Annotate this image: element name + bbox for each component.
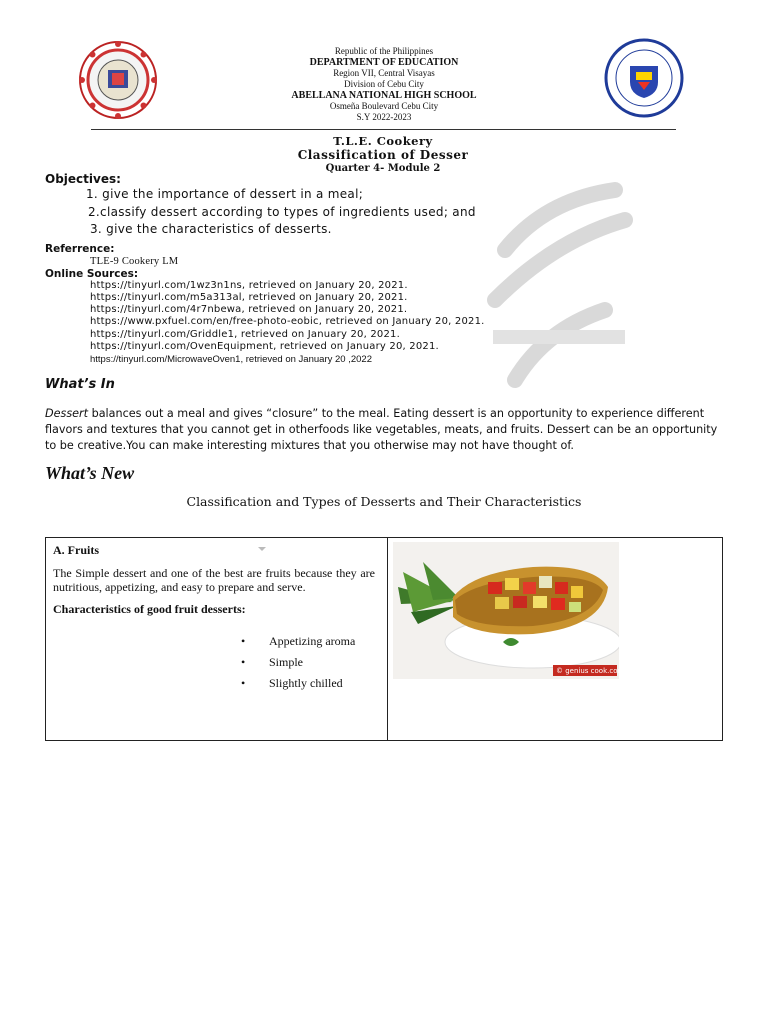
header-divider bbox=[91, 129, 676, 130]
section-subtitle: Classification and Types of Desserts and Their Characteristics bbox=[186, 494, 582, 509]
online-source-link[interactable]: https://tinyurl.com/1wz3n1ns, retrieved on January 20, 2021. bbox=[90, 280, 408, 291]
dessert-emphasis: Dessert bbox=[45, 407, 89, 420]
list-item: • Slightly chilled bbox=[241, 675, 359, 691]
characteristics-list bbox=[241, 633, 359, 696]
topic-title: Classification of Desser bbox=[297, 148, 469, 162]
fruits-cell bbox=[53, 543, 375, 617]
online-source-link[interactable]: https://tinyurl.com/Griddle1, retrieved on January 20, 2021. bbox=[90, 329, 400, 340]
online-source-link[interactable]: https://tinyurl.com/m5a313al, retrieved on January 20, 2021. bbox=[90, 292, 408, 303]
pineapple-fruit-salad-image bbox=[393, 542, 619, 679]
deped-seal-logo bbox=[604, 38, 684, 118]
whats-in-paragraph bbox=[45, 406, 725, 454]
online-source-link[interactable]: https://tinyurl.com/OvenEquipment, retrieved on January 20, 2021. bbox=[90, 341, 439, 352]
photo-credit: © genius cook.com bbox=[556, 667, 619, 675]
list-item: • Appetizing aroma bbox=[241, 633, 359, 649]
school-seal-logo bbox=[78, 40, 158, 120]
division-line: Division of Cebu City bbox=[344, 79, 424, 89]
subject-title: T.L.E. Cookery bbox=[333, 134, 433, 148]
letterhead bbox=[200, 46, 568, 123]
fruits-heading: A. Fruits bbox=[53, 543, 99, 557]
whats-in-heading: What’s In bbox=[45, 377, 115, 392]
fruits-description: The Simple dessert and one of the best are fruits because they are nutritious, appetizing, and easy to prepare and serve. bbox=[53, 566, 375, 594]
objective-item: 3. give the characteristics of desserts. bbox=[90, 222, 332, 236]
list-item: • Simple bbox=[241, 654, 359, 670]
address-line: Osmeña Boulevard Cebu City bbox=[329, 101, 439, 111]
online-sources-label: Online Sources: bbox=[45, 268, 139, 280]
department-line: DEPARTMENT OF EDUCATION bbox=[309, 57, 459, 68]
objective-item: 2.classify dessert according to types of ingredients used; and bbox=[88, 205, 476, 219]
online-source-link[interactable]: https://tinyurl.com/4r7nbewa, retrieved on January 20, 2021. bbox=[90, 304, 408, 315]
school-year-line: S.Y 2022-2023 bbox=[356, 112, 412, 122]
characteristics-heading: Characteristics of good fruit desserts: bbox=[53, 602, 246, 616]
reference-label: Referrence: bbox=[45, 243, 115, 255]
faded-watermark bbox=[485, 180, 635, 395]
republic-line: Republic of the Philippines bbox=[334, 46, 434, 56]
online-source-link[interactable]: https://www.pxfuel.com/en/free-photo-eobic, retrieved on January 20, 2021. bbox=[90, 316, 485, 327]
whats-new-heading: What’s New bbox=[45, 463, 135, 483]
objective-item: 1. give the importance of dessert in a meal; bbox=[86, 187, 364, 201]
objectives-label: Objectives: bbox=[45, 172, 121, 186]
dessert-table bbox=[45, 537, 723, 741]
online-source-link[interactable]: https://tinyurl.com/MicrowaveOven1, retrieved on January 20 ,2022 bbox=[90, 354, 372, 365]
reference-book: TLE-9 Cookery LM bbox=[90, 256, 179, 267]
whats-in-text: balances out a meal and gives “closure” to the meal. Eating dessert is an opportunity to experience different flavors and textures that you cannot get in otherfoods like vegetables, meats, and fruits. Dessert can be an opportunity to be creative.You can make interesting mixtures that you otherwise may not have thought of. bbox=[45, 407, 718, 452]
region-line: Region VII, Central Visayas bbox=[333, 68, 435, 78]
table-column-divider bbox=[387, 538, 388, 740]
school-line: ABELLANA NATIONAL HIGH SCHOOL bbox=[291, 90, 477, 101]
cursor-marker-icon bbox=[258, 547, 266, 551]
module-title: Quarter 4- Module 2 bbox=[325, 163, 441, 174]
